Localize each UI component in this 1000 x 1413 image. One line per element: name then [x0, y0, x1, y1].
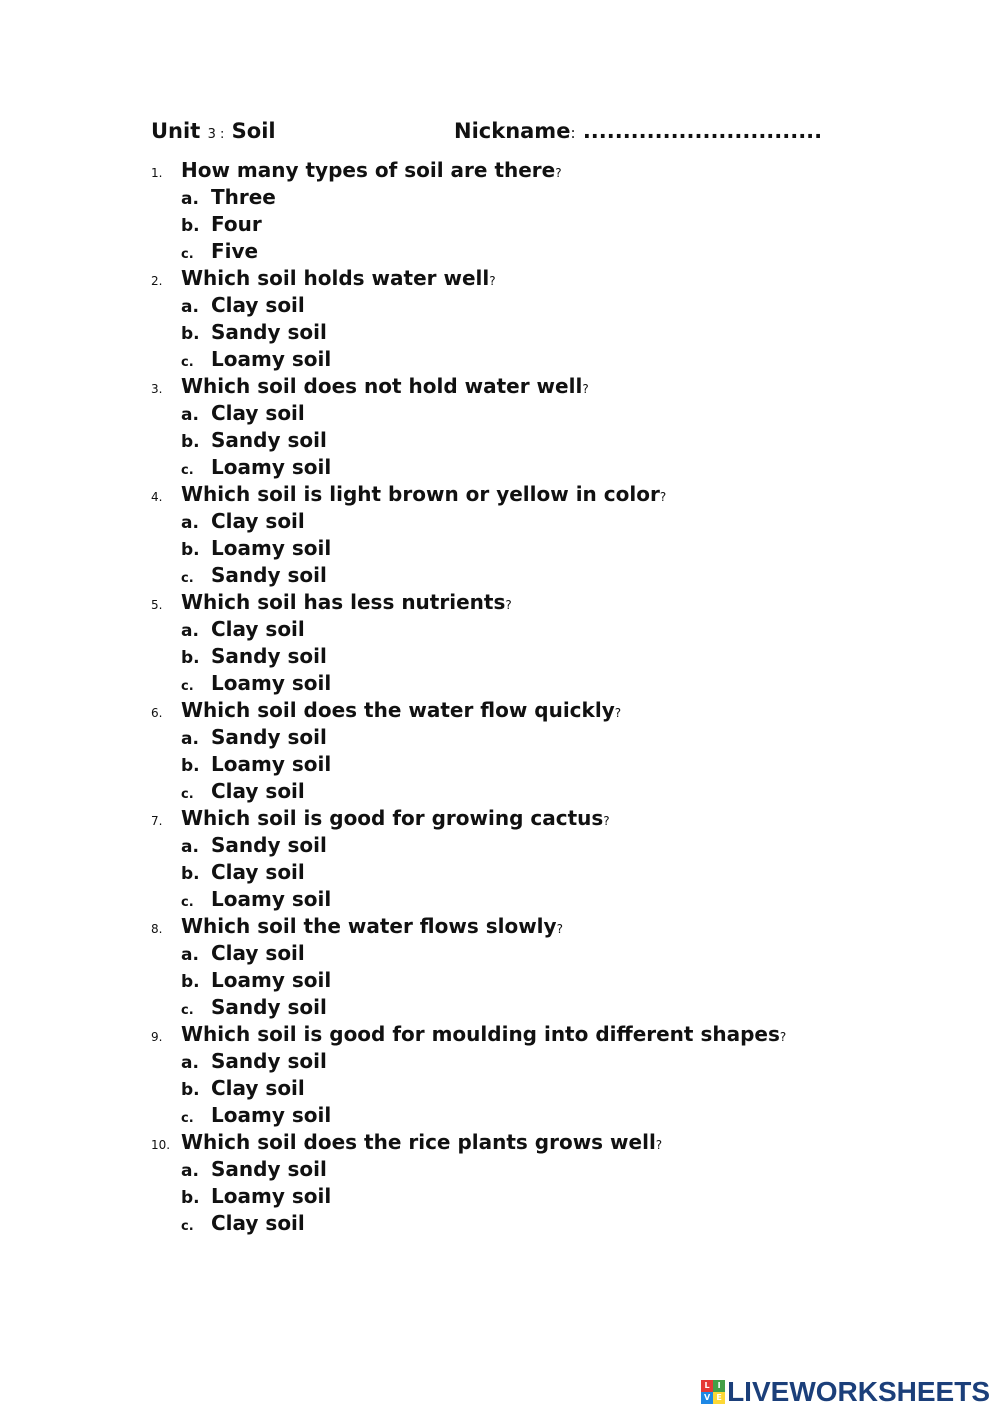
- option-letter: c.: [181, 787, 194, 802]
- question-mark: ?: [603, 814, 610, 828]
- question-line: [151, 1021, 871, 1048]
- answer-option[interactable]: [181, 832, 871, 859]
- question-number: 6.: [151, 706, 163, 720]
- option-text: Clay soil: [211, 617, 305, 641]
- question-mark: ?: [556, 922, 563, 936]
- question-line: [151, 913, 871, 940]
- option-text: Four: [211, 212, 262, 236]
- question-item: [151, 697, 871, 805]
- answer-option[interactable]: [181, 184, 871, 211]
- question-item: [151, 1129, 871, 1237]
- unit-label: Unit: [151, 119, 201, 143]
- logo-mark-cell: L: [701, 1380, 713, 1392]
- option-text: Loamy soil: [211, 1184, 332, 1208]
- option-text: Sandy soil: [211, 320, 327, 344]
- question-mark: ?: [555, 166, 562, 180]
- option-letter: c.: [181, 355, 194, 370]
- nickname-field: [454, 114, 822, 150]
- option-text: Sandy soil: [211, 1049, 327, 1073]
- answer-option[interactable]: [181, 1102, 871, 1129]
- option-letter: c.: [181, 247, 194, 262]
- question-text: Which soil is good for moulding into different shapes: [181, 1022, 780, 1046]
- option-text: Loamy soil: [211, 887, 332, 911]
- question-text: Which soil has less nutrients: [181, 590, 506, 614]
- answer-option[interactable]: [181, 886, 871, 913]
- option-text: Sandy soil: [211, 995, 327, 1019]
- option-letter: a.: [181, 945, 199, 965]
- question-number: 7.: [151, 814, 163, 828]
- option-letter: a.: [181, 189, 199, 209]
- option-text: Sandy soil: [211, 644, 327, 668]
- option-letter: a.: [181, 837, 199, 857]
- nickname-label: Nickname: [454, 119, 571, 143]
- option-text: Clay soil: [211, 401, 305, 425]
- option-letter: c.: [181, 895, 194, 910]
- option-text: Clay soil: [211, 509, 305, 533]
- question-number: 5.: [151, 598, 163, 612]
- option-letter: a.: [181, 297, 199, 317]
- answer-option[interactable]: [181, 670, 871, 697]
- answer-option[interactable]: [181, 1183, 871, 1210]
- option-text: Sandy soil: [211, 725, 327, 749]
- question-item: [151, 265, 871, 373]
- question-item: [151, 157, 871, 265]
- answer-option[interactable]: [181, 1210, 871, 1237]
- answer-options: [151, 1156, 871, 1237]
- answer-option[interactable]: [181, 319, 871, 346]
- nickname-blank[interactable]: ..............................: [582, 119, 823, 143]
- question-mark: ?: [505, 598, 512, 612]
- answer-option[interactable]: [181, 562, 871, 589]
- question-line: [151, 265, 871, 292]
- answer-option[interactable]: [181, 751, 871, 778]
- question-number: 4.: [151, 490, 163, 504]
- answer-option[interactable]: [181, 724, 871, 751]
- question-line: [151, 589, 871, 616]
- option-letter: a.: [181, 729, 199, 749]
- question-mark: ?: [614, 706, 622, 720]
- answer-options: [151, 184, 871, 265]
- option-letter: c.: [181, 1111, 194, 1126]
- answer-option[interactable]: [181, 535, 871, 562]
- answer-option[interactable]: [181, 238, 871, 265]
- answer-option[interactable]: [181, 400, 871, 427]
- option-letter: b.: [181, 972, 200, 992]
- answer-option[interactable]: [181, 967, 871, 994]
- answer-option[interactable]: [181, 211, 871, 238]
- option-text: Clay soil: [211, 1076, 305, 1100]
- question-item: [151, 373, 871, 481]
- question-line: [151, 1129, 871, 1156]
- option-text: Sandy soil: [211, 833, 327, 857]
- unit-title: [151, 114, 276, 152]
- question-item: [151, 1021, 871, 1129]
- answer-option[interactable]: [181, 454, 871, 481]
- option-letter: b.: [181, 432, 200, 452]
- logo-mark-cell: V: [701, 1392, 713, 1404]
- option-letter: c.: [181, 571, 194, 586]
- answer-option[interactable]: [181, 616, 871, 643]
- question-mark: ?: [489, 274, 496, 288]
- answer-option[interactable]: [181, 778, 871, 805]
- answer-option[interactable]: [181, 940, 871, 967]
- option-text: Sandy soil: [211, 563, 327, 587]
- question-mark: ?: [779, 1030, 787, 1044]
- question-line: [151, 157, 871, 184]
- question-item: [151, 805, 871, 913]
- question-text: Which soil is good for growing cactus: [181, 806, 604, 830]
- answer-option[interactable]: [181, 1048, 871, 1075]
- option-text: Loamy soil: [211, 536, 332, 560]
- worksheet-header: [151, 114, 851, 148]
- answer-options: [151, 292, 871, 373]
- answer-option[interactable]: [181, 346, 871, 373]
- option-letter: a.: [181, 1053, 199, 1073]
- option-text: Loamy soil: [211, 752, 332, 776]
- option-text: Clay soil: [211, 293, 305, 317]
- question-number: 8.: [151, 922, 163, 936]
- answer-option[interactable]: [181, 427, 871, 454]
- unit-number: 3 :: [207, 127, 225, 142]
- question-mark: ?: [659, 490, 667, 504]
- option-text: Loamy soil: [211, 347, 332, 371]
- option-text: Loamy soil: [211, 671, 332, 695]
- option-text: Loamy soil: [211, 1103, 332, 1127]
- question-text: Which soil the water flows slowly: [181, 914, 557, 938]
- question-list: [151, 157, 871, 1237]
- option-letter: a.: [181, 1161, 199, 1181]
- option-letter: c.: [181, 679, 194, 694]
- option-letter: c.: [181, 1219, 194, 1234]
- question-number: 10.: [151, 1138, 171, 1152]
- answer-options: [151, 940, 871, 1021]
- question-item: [151, 913, 871, 1021]
- option-letter: b.: [181, 1188, 200, 1208]
- answer-option[interactable]: [181, 643, 871, 670]
- option-text: Clay soil: [211, 1211, 305, 1235]
- question-item: [151, 589, 871, 697]
- option-text: Loamy soil: [211, 968, 332, 992]
- nickname-colon: :: [570, 124, 576, 142]
- question-line: [151, 373, 871, 400]
- option-text: Sandy soil: [211, 1157, 327, 1181]
- question-mark: ?: [655, 1138, 663, 1152]
- answer-options: [151, 400, 871, 481]
- option-letter: a.: [181, 513, 199, 533]
- answer-options: [151, 1048, 871, 1129]
- logo-mark-cell: I: [713, 1380, 725, 1392]
- answer-options: [151, 616, 871, 697]
- option-text: Clay soil: [211, 941, 305, 965]
- unit-name: Soil: [231, 119, 276, 143]
- question-line: [151, 697, 871, 724]
- logo-mark-icon: [701, 1380, 725, 1404]
- question-number: 2.: [151, 274, 163, 288]
- question-text: Which soil is light brown or yellow in color: [181, 482, 660, 506]
- answer-option[interactable]: [181, 1075, 871, 1102]
- answer-options: [151, 508, 871, 589]
- option-letter: b.: [181, 540, 200, 560]
- option-text: Three: [211, 185, 276, 209]
- option-text: Five: [211, 239, 259, 263]
- option-letter: b.: [181, 648, 200, 668]
- option-letter: c.: [181, 1003, 194, 1018]
- answer-options: [151, 832, 871, 913]
- answer-options: [151, 724, 871, 805]
- question-number: 1.: [151, 166, 163, 180]
- question-text: Which soil does not hold water well: [181, 374, 583, 398]
- answer-option[interactable]: [181, 1156, 871, 1183]
- option-text: Clay soil: [211, 779, 305, 803]
- logo-mark-cell: E: [713, 1392, 725, 1404]
- question-number: 9.: [151, 1030, 163, 1044]
- question-item: [151, 481, 871, 589]
- question-number: 3.: [151, 382, 163, 396]
- option-letter: b.: [181, 1080, 200, 1100]
- question-text: Which soil does the rice plants grows well: [181, 1130, 656, 1154]
- option-text: Loamy soil: [211, 455, 332, 479]
- question-line: [151, 805, 871, 832]
- question-line: [151, 481, 871, 508]
- option-text: Sandy soil: [211, 428, 327, 452]
- question-text: How many types of soil are there: [181, 158, 556, 182]
- option-letter: b.: [181, 756, 200, 776]
- answer-option[interactable]: [181, 508, 871, 535]
- option-letter: b.: [181, 864, 200, 884]
- logo-text: LIVEWORKSHEETS: [727, 1376, 990, 1407]
- liveworksheets-logo: [701, 1377, 990, 1407]
- answer-option[interactable]: [181, 859, 871, 886]
- answer-option[interactable]: [181, 292, 871, 319]
- option-letter: b.: [181, 216, 200, 236]
- question-text: Which soil does the water flow quickly: [181, 698, 615, 722]
- option-letter: c.: [181, 463, 194, 478]
- option-letter: a.: [181, 621, 199, 641]
- question-text: Which soil holds water well: [181, 266, 490, 290]
- answer-option[interactable]: [181, 994, 871, 1021]
- option-text: Clay soil: [211, 860, 305, 884]
- question-mark: ?: [582, 382, 589, 396]
- option-letter: a.: [181, 405, 199, 425]
- option-letter: b.: [181, 324, 200, 344]
